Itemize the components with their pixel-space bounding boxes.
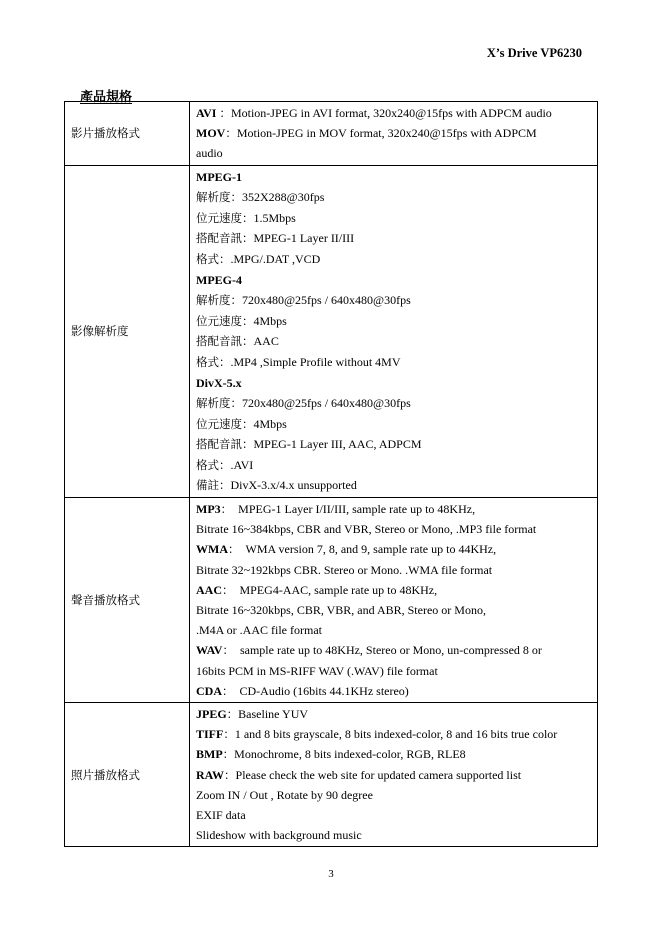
spec-key: MOV [196,126,226,141]
table-row-image-resolution [65,165,598,498]
spec-table [64,101,598,847]
row-content-audio: MP3： MPEG-1 Layer I/II/III, sample rate up to 48KHz, Bitrate 16~384kbps, CBR and VBR, Stereo or Mono, .MP3 file format WMA： WMA version 7, 8, and 9, sample rate up to 44KHz, Bitrate 32~192kbps CBR. Stereo or Mono. .WMA file format AAC： MPEG4-AAC, sample rate up to 48KHz, Bitrate 16~320kbps, CBR, VBR, and ABR, Stereo or Mono, .M4A or .AAC file format WAV： sample rate up to 48KHz, Stereo or Mono, un-compressed 8 or 16bits PCM in MS-RIFF WAV (.WAV) file format CDA： CD-Audio (16bits 44.1KHz stereo) [190,498,598,703]
spec-value: audio [196,146,223,161]
codec-title-mpeg1: MPEG-1 [196,169,242,184]
table-row-video [65,102,598,166]
spec-value: Motion-JPEG in MOV format, 320x240@15fps with ADPCM [236,126,537,141]
row-content-photo: JPEG：Baseline YUV TIFF：1 and 8 bits grayscale, 8 bits indexed-color, 8 and 16 bits true color BMP：Monochrome, 8 bits indexed-color, RGB, RLE8 RAW：Please check the web site for updated camera supported list Zoom IN / Out , Rotate by 90 degree EXIF data Slideshow with background music [190,702,598,846]
document-header-title: X’s Drive VP6230 [486,46,582,60]
row-content-image-resolution: MPEG-1 解析度：352X288@30fps 位元速度：1.5Mbps 搭配音訊：MPEG-1 Layer II/III 格式：.MPG/.DAT ,VCD MPEG-4 解析度：720x480@25fps / 640x480@30fps 位元速度：4Mbps 搭配音訊：AAC 格式：.MP4 ,Simple Profile without 4MV DivX-5.x 解析度：720x480@25fps / 640x480@30fps 位元速度：4Mbps 搭配音訊：MPEG-1 Layer III, AAC, ADPCM 格式：.AVI 備註：DivX-3.x/4.x unsupported [190,165,598,498]
page-number: 3 [328,868,334,880]
section-title: 產品規格 [80,90,133,105]
row-content-video: AVI ：Motion-JPEG in AVI format, 320x240@15fps with ADPCM audio MOV：Motion-JPEG in MOV format, 320x240@15fps with ADPCM audio [190,102,598,166]
table-row-photo [65,702,598,846]
codec-title-mpeg4: MPEG-4 [196,272,242,287]
row-label-image-resolution: 影像解析度 [65,165,190,498]
table-row-audio [65,498,598,703]
row-label-video: 影片播放格式 [65,102,190,166]
row-label-audio: 聲音播放格式 [65,498,190,703]
row-label-photo: 照片播放格式 [65,702,190,846]
codec-title-divx: DivX-5.x [196,375,242,390]
spec-value: Motion-JPEG in AVI format, 320x240@15fps with ADPCM audio [230,106,552,120]
spec-key: AVI [196,106,217,120]
